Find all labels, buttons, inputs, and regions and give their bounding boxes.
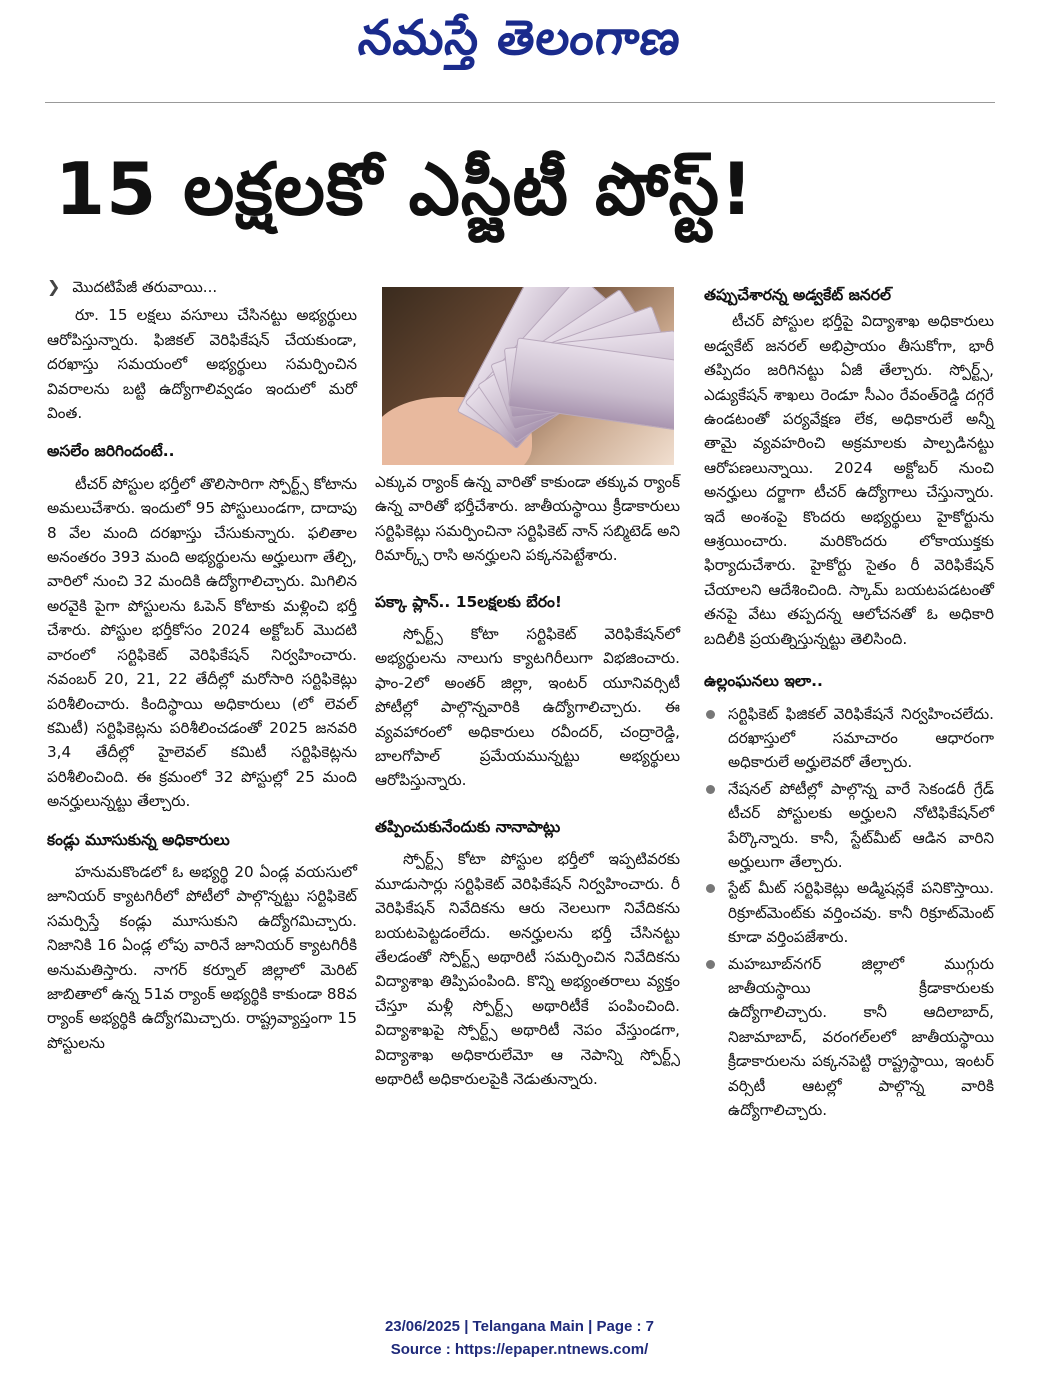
column-1 [47, 275, 357, 1055]
paragraph: టీచర్ పోస్టుల భర్తీలో తొలిసారిగా స్పోర్ట్స్ కోటాను అమలుచేశారు. ఇందులో 95 పోస్టులుండగా, దాదాపు 8 వేల మంది దరఖాస్తు చేసుకున్నారు. ఫలితాల అనంతరం 393 మంది అభ్యర్థులను అర్హులుగా తేల్చి, వారిలో నుంచి 32 మందికి ఉద్యోగాలిచ్చారు. మిగిలిన అరవైకి పైగా పోస్టులను ఓపెన్ కోటాకు మళ్లించి భర్తీ చేశారు. పోస్టుల భర్తీకోసం 2024 అక్టోబర్ మొదటి వారంలో సర్టిఫికెట్ వెరిఫికేషన్ నిర్వహించారు. నవంబర్ 20, 21, 22 తేదీల్లో మరోసారి సర్టిఫికెట్లు పరిశీలించారు. కిందిస్థాయి అధికారులు (లో లెవల్ కమిటీ) సర్టిఫికెట్లను పరిశీలించడంతో 2025 జనవరి 3,4 తేదీల్లో హైలెవల్ కమిటీ సర్టిఫికెట్లను పరిశీలించింది. ఈ క్రమంలో 32 పోస్టుల్లో 25 మంది అనర్హులున్నట్టు తేల్చారు. [47, 474, 357, 811]
paragraph: ఎక్కువ ర్యాంక్ ఉన్న వారితో కాకుండా తక్కువ ర్యాంక్ ఉన్న వారితో భర్తీచేశారు. జాతీయస్థాయి క్రీడాకారులు సర్టిఫికెట్లు సమర్పించినా సర్టిఫికెట్ నాన్ సబ్మిటెడ్ అని రిమార్క్స్ రాసి అనర్హులని పక్కనపెట్టేశారు. [375, 473, 680, 565]
subheading: ఉల్లంఘనలు ఇలా.. [704, 672, 823, 691]
currency-notes-photo [382, 287, 674, 465]
masthead-divider [45, 102, 995, 103]
paragraph: రూ. 15 లక్షలు వసూలు చేసినట్టు అభ్యర్థులు ఆరోపిస్తున్నారు. ఫిజికల్ వెరిఫికేషన్ చేయకుండా, దరఖాస్తు సమయంలో అభ్యర్థులు సమర్పించిన వివరాలను బట్టి ఉద్యోగాలివ్వడం ఇందులో మరో వింత. [47, 306, 357, 423]
headline: 15 లక్షలకో ఎస్జీటీ పోస్ట్! [55, 147, 754, 231]
bullet-icon [706, 710, 715, 719]
subheading: అసలేం జరిగిందంటే.. [47, 442, 175, 461]
paragraph: స్పోర్ట్స్ కోటా పోస్టుల భర్తీలో ఇప్పటివరకు మూడుసార్లు సర్టిఫికెట్ వెరిఫికేషన్ నిర్వహించారు. రీ వెరిఫికేషన్ నివేదికను ఆరు నెలలుగా నివేదికను బయటపెట్టడంలేదు. అనర్హులను భర్తీ చేసినట్టు తేలడంతో స్పోర్ట్స్ అథారిటీ సమర్పించిన నివేదికను విద్యాశాఖ తిప్పిపంపింది. కొన్ని అభ్యంతరాలు వ్యక్తం చేస్తూ మళ్లీ స్పోర్ట్స్ అథారిటీకే పంపించింది. విద్యాశాఖపై స్పోర్ట్స్ అథారిటీ నెపం వేస్తుండగా, విద్యాశాఖ అధికారులేమో ఆ నెపాన్ని స్పోర్ట్స్ అథారిటీ అధికారులపైకి నెడుతున్నారు. [375, 850, 680, 1088]
column-2 [375, 470, 680, 1091]
list-item: సర్టిఫికెట్ ఫిజికల్ వెరిఫికేషనే నిర్వహించలేదు. దరఖాస్తులో సమాచారం ఆధారంగా అధికారులే అర్హులెవరో తేల్చారు. [704, 702, 994, 775]
subheading: పక్కా ప్లాన్.. 15లక్షలకు బేరం! [375, 592, 562, 611]
list-item: మహబూబ్‌నగర్ జిల్లాలో ముగ్గురు జాతీయస్థాయి క్రీడాకారులకు ఉద్యోగాలిచ్చారు. కానీ ఆదిలాబాద్, నిజామాబాద్, వరంగల్‌లలో జాతీయస్థాయి క్రీడాకారులను పక్కనపెట్టి రాష్ట్రస్థాయి, ఇంటర్ వర్సిటీ ఆటల్లో పాల్గొన్న వారికి ఉద్యోగాలిచ్చారు. [704, 952, 994, 1123]
bullet-icon [706, 884, 715, 893]
list-item: నేషనల్ పోటీల్లో పాల్గొన్న వారే సెకండరీ గ్రేడ్ టీచర్ పోస్టులకు అర్హులని నోటిఫికేషన్‌లో పేర్కొన్నారు. కానీ, స్టేట్‌మీట్ ఆడిన వారిని అర్హులుగా తేల్చారు. [704, 777, 994, 875]
continued-from-front-page [47, 275, 357, 299]
column-3 [704, 283, 994, 1124]
masthead [0, 0, 1039, 78]
newspaper-logo: నమస్తే తెలంగాణ [355, 10, 685, 66]
footer-date-edition: 23/06/2025 | Telangana Main | Page : 7 [384, 1318, 655, 1335]
continued-label: మొదటిపేజీ తరువాయి... [72, 278, 218, 296]
bullet-icon [706, 785, 715, 794]
subheading: తప్పుచేశారన్న అడ్వకేట్ జనరల్ [704, 286, 891, 304]
paragraph: టీచర్ పోస్టుల భర్తీపై విద్యాశాఖ అధికారులు అడ్వకేట్ జనరల్ అభిప్రాయం తీసుకోగా, భారీ తప్పిదం జరిగినట్టు ఏజీ తేల్చారు. స్పోర్ట్స్, ఎడ్యుకేషన్ శాఖలు రెండూ సీఎం రేవంత్‌రెడ్డి దగ్గరే ఉండటంతో పర్యవేక్షణ లేక, అధికారులే అన్నీ తామై వ్యవహరించి అక్రమాలకు పాల్పడినట్టు ఆరోపణలున్నాయి. 2024 అక్టోబర్ నుంచి అనర్హులు దర్జాగా టీచర్ ఉద్యోగాలు చేస్తున్నారు. ఇదే అంశంపై కొందరు అభ్యర్థులు హైకోర్టును ఆశ్రయించారు. మరికొందరు లోకాయుక్తకు ఫిర్యాదుచేశారు. హైకోర్టు సైతం రీ వెరిఫికేషన్ చేయాలని ఆదేశించింది. స్కామ్ బయటపడటంతో తనపై వేటు తప్పదన్న ఆలోచనతో ఓ అధికారి బదిలీకి ప్రయత్నిస్తున్నట్టు తెలిసింది. [704, 312, 994, 648]
subheading: కండ్లు మూసుకున్న అధికారులు [47, 830, 230, 849]
footer-source: Source : https://epaper.ntnews.com/ [390, 1341, 649, 1358]
list-item: స్టేట్ మీట్ సర్టిఫికెట్లు అడ్మిషన్లకే పనికొస్తాయి. రిక్రూట్‌మెంట్‌కు వర్తించవు. కానీ రిక్రూట్‌మెంట్ కూడా వర్తింపజేశారు. [704, 876, 994, 949]
violations-list [704, 702, 994, 1123]
paragraph: హనుమకొండలో ఓ అభ్యర్థి 20 ఏండ్ల వయసులో జూనియర్ క్యాటగిరీలో పోటీలో పాల్గొన్నట్టు సర్టిఫికెట్ సమర్పిస్తే కండ్లు మూసుకుని ఉద్యోగమిచ్చారు. నిజానికి 16 ఏండ్ల లోపు వారినే జూనియర్ క్యాటగిరీకి అనుమతిస్తారు. నాగర్ కర్నూల్ జిల్లాలో మెరిట్ జాబితాలో ఉన్న 51వ ర్యాంక్ అభ్యర్థికి కాకుండా 88వ ర్యాంక్ అభ్యర్థికి ఉద్యోగమిచ్చారు. రాష్ట్రవ్యాప్తంగా 15 పోస్టులను [47, 862, 357, 1052]
bullet-icon [706, 960, 715, 969]
chevron-right-icon: ❯ [47, 277, 61, 296]
subheading: తప్పించుకునేందుకు నానాపాట్లు [375, 817, 561, 836]
paragraph: స్పోర్ట్స్ కోటా సర్టిఫికెట్ వెరిఫికేషన్‌లో అభ్యర్థులను నాలుగు క్యాటగిరీలుగా విభజించారు. ఫాం-2లో అంతర్ జిల్లా, ఇంటర్ యూనివర్సిటీ పోటీల్లో పాల్గొన్నవారికి ఉద్యోగాలిచ్చారు. ఈ వ్యవహారంలో అధికారులు రవీందర్, చంద్రారెడ్డి, బాలగోపాల్ ప్రమేయమున్నట్టు అభ్యర్థులు ఆరోపిస్తున్నారు. [375, 625, 680, 790]
